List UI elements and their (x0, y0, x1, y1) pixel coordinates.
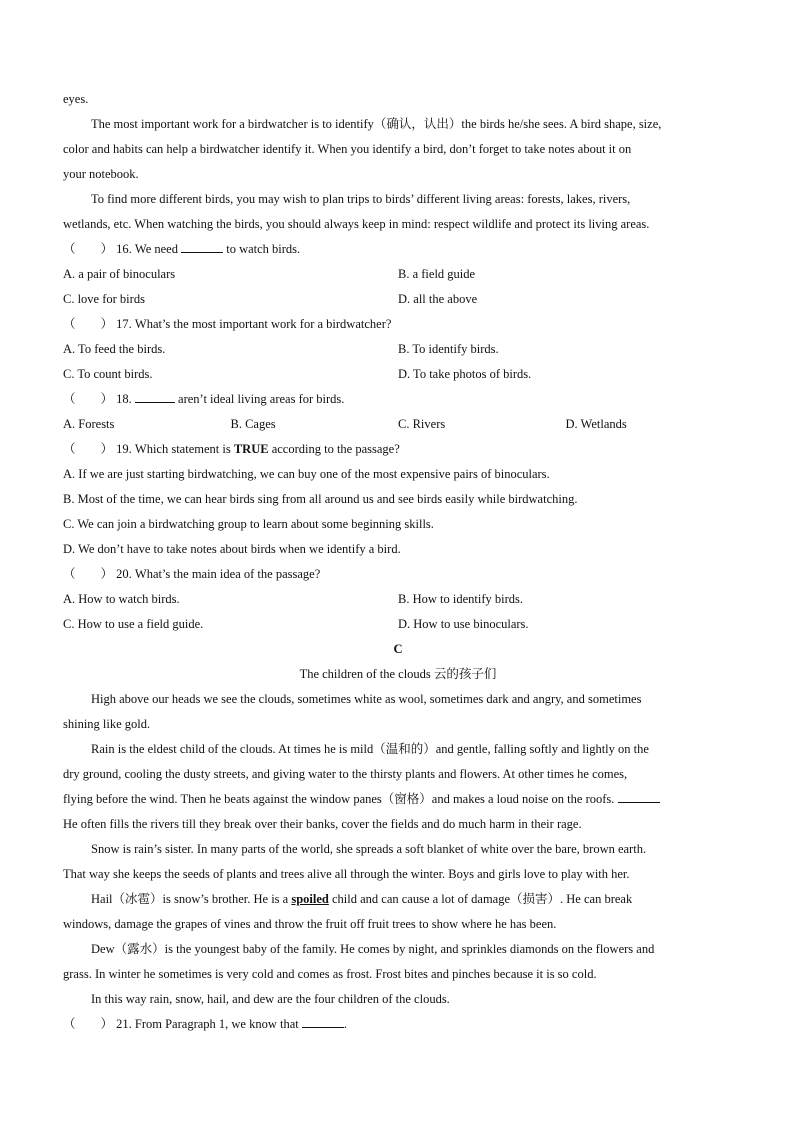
option[interactable]: A. a pair of binoculars (63, 267, 176, 281)
passage-line: Dew（露水）is the youngest baby of the family. He comes by night, and sprinkles diamonds on the flowers and (91, 942, 655, 956)
option[interactable]: D. We don’t have to take notes about birds when we identify a bird. (63, 542, 401, 556)
underlined-keyword: spoiled (291, 892, 329, 906)
option[interactable]: B. Most of the time, we can hear birds sing from all around us and see birds easily while birdwatching. (63, 492, 578, 506)
passage-line: That way she keeps the seeds of plants and trees alive all through the winter. Boys and girls love to play with her. (63, 867, 630, 881)
passage-text: child and can cause a lot of damage（损害）. He can break (331, 892, 633, 906)
answer-bracket[interactable]: （ ） (63, 1017, 114, 1031)
question-stem: . (343, 1017, 347, 1031)
options-row (63, 262, 733, 287)
options-row (63, 287, 733, 312)
option[interactable]: B. How to identify birds. (398, 592, 523, 606)
option[interactable]: D. How to use binoculars. (398, 617, 529, 631)
passage-line-with-blank (63, 787, 733, 812)
options-row (63, 612, 733, 637)
option[interactable]: D. Wetlands (565, 417, 627, 431)
question-stem: aren’t ideal living areas for birds. (178, 392, 345, 406)
answer-bracket[interactable]: （ ） (63, 567, 114, 581)
answer-bracket[interactable]: （ ） (63, 242, 114, 256)
question-stem: 16. We need (116, 242, 178, 256)
passage-line: Rain is the eldest child of the clouds. At times he is mild（温和的）and gentle, falling softly and lightly on the (91, 742, 649, 756)
passage-line: your notebook. (63, 167, 139, 181)
question-stem: according to the passage? (271, 442, 400, 456)
option[interactable]: B. Cages (230, 417, 276, 431)
option[interactable]: A. Forests (63, 417, 115, 431)
passage-line: windows, damage the grapes of vines and throw the fruit off fruit trees to show where he has been. (63, 917, 557, 931)
question-19 (63, 437, 733, 462)
option[interactable]: A. If we are just starting birdwatching, we can buy one of the most expensive pairs of binoculars. (63, 467, 550, 481)
answer-blank[interactable] (618, 788, 660, 803)
option[interactable]: A. How to watch birds. (63, 592, 180, 606)
question-16 (63, 237, 733, 262)
answer-bracket[interactable]: （ ） (63, 442, 114, 456)
question-17 (63, 312, 733, 337)
question-stem: 18. (116, 392, 132, 406)
option[interactable]: A. To feed the birds. (63, 342, 166, 356)
question-18 (63, 387, 733, 412)
passage-line: The most important work for a birdwatcher is to identify（确认，认出）the birds he/she sees. A bird shape, size, (91, 117, 662, 131)
option[interactable]: D. To take photos of birds. (398, 367, 532, 381)
passage-line: Snow is rain’s sister. In many parts of the world, she spreads a soft blanket of white over the bare, brown earth. (91, 842, 647, 856)
question-stem: to watch birds. (226, 242, 301, 256)
answer-bracket[interactable]: （ ） (63, 392, 114, 406)
option[interactable]: C. To count birds. (63, 367, 153, 381)
passage-line: High above our heads we see the clouds, sometimes white as wool, sometimes dark and angry, and sometimes (91, 692, 642, 706)
passage-line: wetlands, etc. When watching the birds, you should always keep in mind: respect wildlife and protect its living areas. (63, 217, 650, 231)
passage-text: Hail（冰雹）is snow’s brother. He is a (91, 892, 289, 906)
option[interactable]: D. all the above (398, 292, 478, 306)
options-row (63, 337, 733, 362)
options-row (63, 587, 733, 612)
passage-title: The children of the clouds 云的孩子们 (299, 667, 497, 681)
question-stem: 21. From Paragraph 1, we know that (116, 1017, 299, 1031)
passage-line: grass. In winter he sometimes is very cold and comes as frost. Frost bites and pinches because it is so cold. (63, 967, 597, 981)
section-label: C (393, 642, 403, 656)
answer-blank[interactable] (135, 388, 175, 403)
question-emphasis: TRUE (233, 442, 269, 456)
passage-line: To find more different birds, you may wish to plan trips to birds’ different living areas: forests, lakes, rivers, (91, 192, 631, 206)
option[interactable]: B. a field guide (398, 267, 476, 281)
option[interactable]: C. love for birds (63, 292, 145, 306)
option[interactable]: C. We can join a birdwatching group to learn about some beginning skills. (63, 517, 434, 531)
answer-blank[interactable] (181, 238, 223, 253)
question-20 (63, 562, 733, 587)
passage-line: eyes. (63, 92, 89, 106)
passage-line: He often fills the rivers till they break over their banks, cover the fields and do much harm in their rage. (63, 817, 582, 831)
options-row (63, 412, 733, 437)
question-stem: 20. What’s the main idea of the passage? (116, 567, 321, 581)
passage-line: In this way rain, snow, hail, and dew are the four children of the clouds. (91, 992, 450, 1006)
option[interactable]: C. Rivers (398, 417, 446, 431)
option[interactable]: C. How to use a field guide. (63, 617, 204, 631)
answer-bracket[interactable]: （ ） (63, 317, 114, 331)
question-stem: 19. Which statement is (116, 442, 231, 456)
passage-line: dry ground, cooling the dusty streets, and giving water to the thirsty plants and flowers. At other times he comes, (63, 767, 628, 781)
passage-line-with-keyword (63, 887, 733, 912)
passage-line: color and habits can help a birdwatcher identify it. When you identify a bird, don’t forget to take notes about it on (63, 142, 632, 156)
worksheet-page (63, 87, 733, 1037)
question-stem: 17. What’s the most important work for a birdwatcher? (116, 317, 392, 331)
option[interactable]: B. To identify birds. (398, 342, 499, 356)
passage-line: shining like gold. (63, 717, 151, 731)
answer-blank[interactable] (302, 1013, 344, 1028)
question-21 (63, 1012, 733, 1037)
passage-text: flying before the wind. Then he beats against the window panes（窗格）and makes a loud noise on the roofs. (63, 792, 615, 806)
options-row (63, 362, 733, 387)
